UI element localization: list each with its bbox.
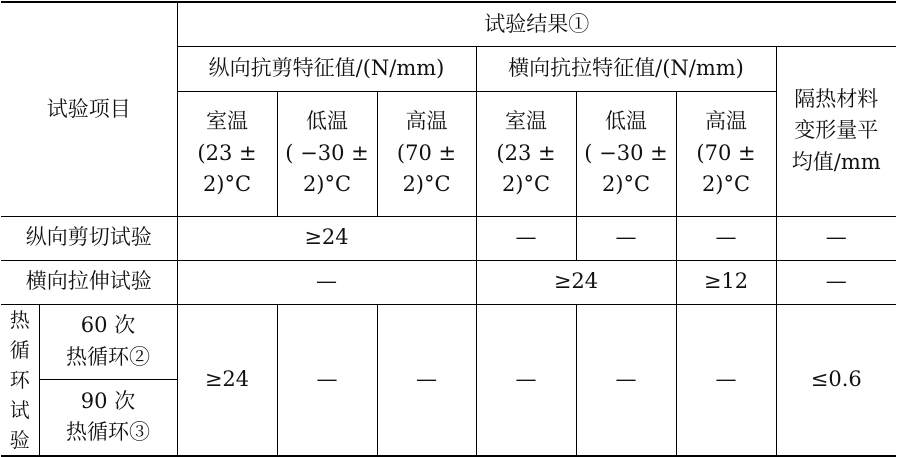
deformation-header-line: 隔热材料 (794, 86, 879, 111)
label-char: 环 (9, 367, 30, 392)
deformation-header-line: 均值/mm (791, 149, 881, 174)
condition-line: 低温 (605, 109, 647, 134)
table-cell: — (776, 260, 896, 304)
condition-line: 2)°C (202, 172, 252, 197)
table-cell: ≤0.6 (776, 304, 896, 456)
deformation-header (776, 46, 896, 216)
table-cell: ≥24 (476, 260, 676, 304)
condition-shear-room (177, 91, 277, 216)
table-cell: ≥24 (177, 216, 476, 260)
condition-line: 2)°C (501, 172, 551, 197)
table-cell: — (476, 216, 576, 260)
test-requirements-table (1, 1, 896, 457)
condition-line: 高温 (705, 109, 747, 134)
table-row (1, 304, 896, 380)
condition-tensile-high (676, 91, 776, 216)
tensile-value-header: 横向抗拉特征值/(N/mm) (476, 46, 776, 91)
table-cell: — (277, 304, 377, 456)
table-cell: ≥12 (676, 260, 776, 304)
table-row (1, 216, 896, 260)
condition-shear-high (377, 91, 476, 216)
table-cell: — (676, 304, 776, 456)
table-row (1, 260, 896, 304)
table-cell: — (476, 304, 576, 456)
sub-label-90-cycles (39, 380, 177, 456)
label-char: 验 (9, 427, 30, 452)
condition-shear-low (277, 91, 377, 216)
condition-line: 2)°C (601, 172, 651, 197)
condition-line: (23 ± (197, 140, 257, 165)
test-results-header: 试验结果① (177, 2, 896, 46)
table-cell: — (177, 260, 476, 304)
sub-label-line: 热循环③ (66, 420, 150, 445)
sub-label-line: 90 次 (80, 388, 136, 413)
condition-tensile-low (576, 91, 676, 216)
condition-line: ( −30 ± (285, 140, 369, 165)
row-label-tensile-test: 横向拉伸试验 (1, 260, 177, 304)
sub-label-line: 热循环② (66, 344, 150, 369)
condition-line: ( −30 ± (584, 140, 668, 165)
condition-line: (70 ± (396, 140, 457, 165)
row-label-thermal-cycle (1, 304, 39, 456)
condition-line: 低温 (306, 109, 348, 134)
label-char: 试 (9, 397, 30, 422)
table-cell: — (676, 216, 776, 260)
condition-line: 2)°C (402, 172, 451, 197)
deformation-header-line: 变形量平 (794, 118, 879, 143)
condition-tensile-room (476, 91, 576, 216)
condition-line: 室温 (206, 109, 248, 134)
test-item-header: 试验项目 (1, 2, 177, 216)
table-cell: ≥24 (177, 304, 277, 456)
sub-label-60-cycles (39, 304, 177, 380)
table-cell: — (377, 304, 476, 456)
condition-line: 高温 (405, 109, 448, 134)
condition-line: (70 ± (696, 140, 756, 165)
row-label-shear-test: 纵向剪切试验 (1, 216, 177, 260)
header-row-1 (1, 2, 896, 46)
label-char: 循 (9, 337, 30, 362)
condition-line: 2)°C (701, 172, 751, 197)
table-cell: — (776, 216, 896, 260)
shear-value-header: 纵向抗剪特征值/(N/mm) (177, 46, 476, 91)
condition-line: 2)°C (302, 172, 352, 197)
condition-line: 室温 (505, 109, 547, 134)
table-cell: — (576, 216, 676, 260)
sub-label-line: 60 次 (80, 313, 136, 338)
table-cell: — (576, 304, 676, 456)
label-char: 热 (9, 307, 30, 332)
condition-line: (23 ± (496, 140, 556, 165)
